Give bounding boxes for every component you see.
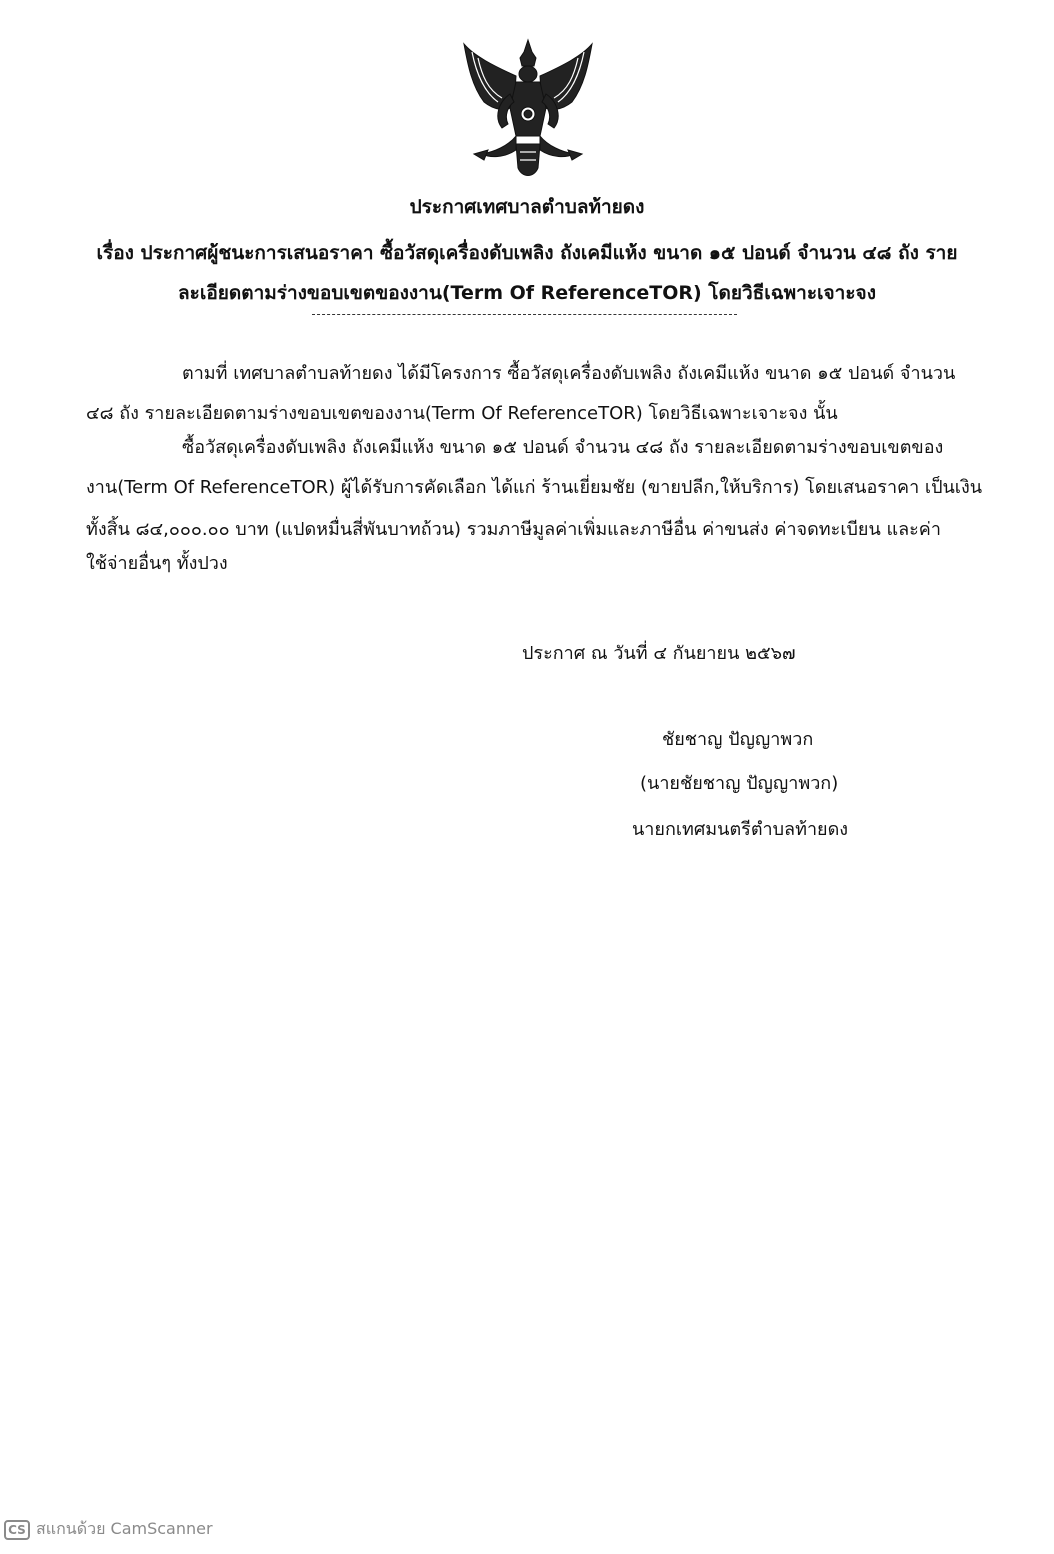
signer-name: (นายชัยชาญ ปัญญาพวก)	[640, 773, 839, 794]
announcement-heading: ประกาศเทศบาลตำบลท้ายดง	[409, 196, 645, 218]
camscanner-logo-icon: CS	[4, 1520, 30, 1540]
camscanner-text: สแกนด้วย CamScanner	[36, 1519, 213, 1538]
announcement-date: ประกาศ ณ วันที่ ๔ กันยายน ๒๕๖๗	[522, 643, 796, 664]
body-line-4: งาน(Term Of ReferenceTOR) ผู้ได้รับการคัดเลือก ได้แก่ ร้านเยี่ยมชัย (ขายปลีก,ให้บริการ) โดยเสนอราคา เป็นเงิน	[86, 477, 983, 498]
signature: ชัยชาญ ปัญญาพวก	[662, 729, 814, 750]
separator-rule	[312, 314, 737, 315]
body-line-5: ทั้งสิ้น ๘๔,๐๐๐.๐๐ บาท (แปดหมื่นสี่พันบาทถ้วน) รวมภาษีมูลค่าเพิ่มและภาษีอื่น ค่าขนส่ง ค่าจดทะเบียน และค่า	[86, 519, 941, 540]
signer-position: นายกเทศมนตรีตำบลท้ายดง	[632, 819, 849, 840]
subject-line-1: เรื่อง ประกาศผู้ชนะการเสนอราคา ซื้อวัสดุเครื่องดับเพลิง ถังเคมีแห้ง ขนาด ๑๕ ปอนด์ จำนวน ๔๘ ถัง ราย	[96, 242, 958, 264]
body-line-2: ๔๘ ถัง รายละเอียดตามร่างขอบเขตของงาน(Term Of ReferenceTOR) โดยวิธีเฉพาะเจาะจง นั้น	[86, 403, 838, 424]
subject-line-2: ละเอียดตามร่างขอบเขตของงาน(Term Of ReferenceTOR) โดยวิธีเฉพาะเจาะจง	[178, 282, 876, 304]
body-line-1: ตามที่ เทศบาลตำบลท้ายดง ได้มีโครงการ ซื้อวัสดุเครื่องดับเพลิง ถังเคมีแห้ง ขนาด ๑๕ ปอนด์ จำนวน	[182, 363, 956, 384]
camscanner-watermark	[4, 1517, 213, 1542]
garuda-emblem-icon	[454, 36, 602, 188]
body-line-6: ใช้จ่ายอื่นๆ ทั้งปวง	[86, 553, 228, 574]
body-line-3: ซื้อวัสดุเครื่องดับเพลิง ถังเคมีแห้ง ขนาด ๑๕ ปอนด์ จำนวน ๔๘ ถัง รายละเอียดตามร่างขอบเขตของ	[182, 437, 944, 458]
